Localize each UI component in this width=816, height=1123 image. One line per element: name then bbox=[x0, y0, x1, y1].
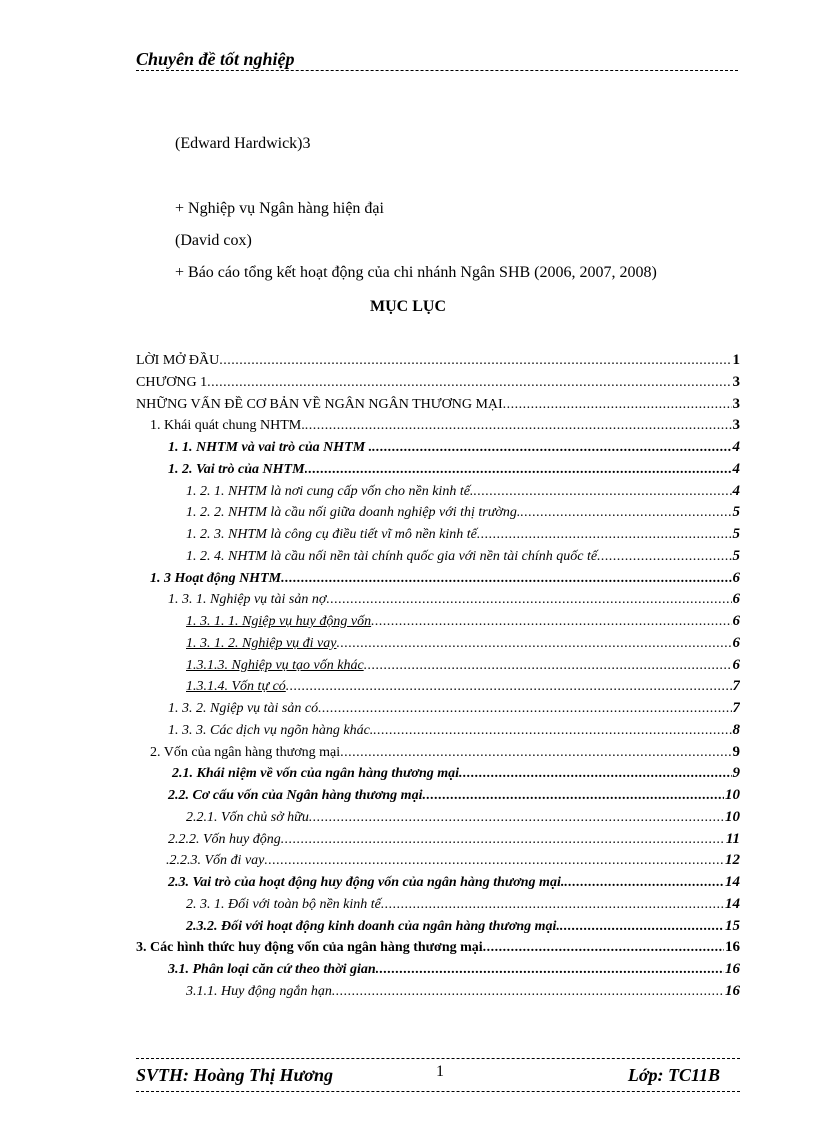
toc-entry[interactable] bbox=[136, 896, 740, 918]
toc-entry-label: 2.1. Khái niệm về vốn của ngân hàng thương mại bbox=[172, 766, 460, 782]
toc-leader bbox=[318, 701, 731, 717]
toc-entry[interactable] bbox=[136, 831, 740, 853]
toc-entry-page: 10 bbox=[725, 787, 740, 803]
toc-entry-label: 2.2. Cơ cấu vốn của Ngân hàng thương mại bbox=[168, 788, 423, 803]
toc-entry-label: 1.3.1.3. Nghiệp vụ tạo vốn khác bbox=[186, 657, 364, 673]
toc-leader bbox=[459, 766, 731, 782]
toc-entry-page: 8 bbox=[732, 721, 740, 738]
toc-leader bbox=[483, 940, 724, 956]
toc-leader bbox=[340, 745, 731, 761]
toc-entry-page: 11 bbox=[725, 830, 740, 847]
toc-leader bbox=[371, 614, 731, 630]
toc-entry[interactable] bbox=[136, 874, 740, 896]
toc-entry[interactable] bbox=[136, 765, 740, 787]
toc-entry-page: 6 bbox=[732, 591, 740, 608]
toc-leader bbox=[503, 397, 732, 413]
toc-leader bbox=[422, 788, 724, 804]
toc-entry[interactable] bbox=[136, 352, 740, 374]
toc-entry-page: 15 bbox=[725, 917, 740, 934]
toc-leader bbox=[305, 462, 732, 478]
toc-entry-page: 5 bbox=[732, 504, 740, 521]
toc-leader bbox=[336, 636, 731, 652]
reference-line-3: (David cox) bbox=[175, 232, 252, 249]
toc-entry-page: 14 bbox=[725, 895, 740, 912]
toc-entry[interactable] bbox=[136, 918, 740, 940]
toc-entry-label: 2. 3. 1. Đối với toàn bộ nền kinh tế bbox=[186, 896, 381, 912]
footer-page-number: 1 bbox=[436, 1063, 444, 1080]
toc-entry[interactable] bbox=[136, 635, 740, 657]
toc-leader bbox=[281, 832, 725, 848]
toc-leader bbox=[564, 875, 724, 891]
toc-entry-page: 6 bbox=[732, 634, 740, 651]
toc-entry[interactable] bbox=[136, 396, 740, 418]
footer-author: SVTH: Hoàng Thị Hương bbox=[136, 1065, 333, 1085]
toc-entry-label: 2. Vốn của ngân hàng thương mại bbox=[150, 744, 341, 760]
toc-leader bbox=[376, 962, 724, 978]
reference-line-1: (Edward Hardwick)3 bbox=[175, 135, 311, 152]
toc-entry-page: 7 bbox=[732, 700, 740, 716]
toc-entry[interactable] bbox=[136, 809, 740, 831]
toc-entry-page: 9 bbox=[732, 765, 740, 782]
toc-entry[interactable] bbox=[136, 657, 740, 679]
page-header bbox=[136, 48, 738, 74]
toc-entry[interactable] bbox=[136, 461, 740, 483]
toc-entry-label: 1. 2. Vai trò của NHTM bbox=[168, 461, 305, 477]
toc-entry-page: 3 bbox=[732, 417, 740, 434]
toc-entry[interactable] bbox=[136, 439, 740, 461]
toc-entry-page: 4 bbox=[732, 439, 740, 455]
toc-leader bbox=[219, 353, 731, 369]
toc-entry[interactable] bbox=[136, 570, 740, 592]
toc-entry-page: 3 bbox=[732, 373, 740, 390]
toc-entry-page: 1 bbox=[732, 352, 740, 368]
toc-entry[interactable] bbox=[136, 613, 740, 635]
toc-leader bbox=[372, 440, 731, 456]
toc-entry-label: 3. Các hình thức huy động vốn của ngân hàng thương mại bbox=[136, 940, 483, 956]
toc-entry-page: 14 bbox=[725, 874, 740, 890]
footer-class: Lớp: TC11B bbox=[627, 1065, 720, 1085]
toc-entry[interactable] bbox=[136, 983, 740, 1005]
toc-entry-label: LỜI MỞ ĐẦU bbox=[136, 353, 220, 368]
toc-entry-label: 2.2.2. Vốn huy động bbox=[168, 831, 281, 847]
toc-entry-page: 7 bbox=[732, 678, 740, 695]
toc-entry-label: 2.3.2. Đối với hoạt động kinh doanh của ngân hàng thương mại. bbox=[186, 918, 560, 934]
toc-entry-page: 10 bbox=[725, 808, 740, 825]
toc-entry[interactable] bbox=[136, 374, 740, 396]
toc-entry-page: 16 bbox=[725, 939, 740, 956]
toc-entry[interactable] bbox=[136, 504, 740, 526]
toc-entry-label: 1. 3. 1. Nghiệp vụ tài sản nợ bbox=[168, 592, 327, 608]
toc-leader bbox=[477, 527, 732, 543]
toc-entry[interactable] bbox=[136, 678, 740, 700]
toc-entry[interactable] bbox=[136, 591, 740, 613]
toc-entry-page: 9 bbox=[732, 743, 740, 760]
toc-entry-label: 1. 2. 3. NHTM là công cụ điều tiết vĩ mô nền kinh tế bbox=[186, 527, 477, 542]
toc-entry[interactable] bbox=[136, 961, 740, 983]
toc-entry[interactable] bbox=[136, 483, 740, 505]
toc-entry-label: 1. 2. 2. NHTM là cầu nối giữa doanh nghiệp với thị trường. bbox=[186, 505, 521, 521]
toc-leader bbox=[364, 658, 732, 674]
toc-leader bbox=[520, 505, 731, 521]
toc-entry-page: 6 bbox=[732, 613, 740, 629]
toc-leader bbox=[373, 723, 731, 739]
toc-entry-label: 1. Khái quát chung NHTM. bbox=[150, 418, 305, 434]
toc-entry-page: 6 bbox=[732, 569, 740, 586]
toc-entry[interactable] bbox=[136, 700, 740, 722]
toc-entry-label: 1. 3. 3. Các dịch vụ ngõn hàng khác. bbox=[168, 722, 374, 738]
toc-entry[interactable] bbox=[136, 526, 740, 548]
reference-line-4: + Báo cáo tổng kết hoạt động của chi nhánh Ngân SHB (2006, 2007, 2008) bbox=[175, 264, 657, 281]
toc-entry-label: 1. 2. 1. NHTM là nơi cung cấp vốn cho nền kinh tế. bbox=[186, 483, 474, 499]
toc-entry-page: 4 bbox=[732, 460, 740, 477]
toc-entry-page: 4 bbox=[732, 482, 740, 499]
toc-entry-label: 2.2.1. Vốn chủ sở hữu bbox=[186, 809, 309, 825]
toc-entry[interactable] bbox=[136, 548, 740, 570]
toc-entry-label: 1. 1. NHTM và vai trò của NHTM . bbox=[168, 440, 373, 455]
toc-entry-page: 3 bbox=[732, 395, 740, 412]
toc-leader bbox=[597, 549, 731, 565]
toc-entry-label: 3.1.1. Huy động ngắn hạn bbox=[186, 983, 332, 999]
toc-leader bbox=[560, 919, 724, 935]
toc-entry-label: .2.2.3. Vốn đi vay bbox=[166, 853, 265, 869]
toc-leader bbox=[473, 484, 731, 500]
toc-entry-label: 3.1. Phân loại căn cứ theo thời gian bbox=[168, 962, 376, 977]
toc-entry-page: 5 bbox=[732, 526, 740, 542]
toc-leader bbox=[326, 592, 731, 608]
toc-entry-label: CHƯƠNG 1 bbox=[136, 374, 208, 390]
toc-entry[interactable] bbox=[136, 852, 740, 874]
page-footer bbox=[136, 1058, 740, 1098]
toc-entry-page: 16 bbox=[725, 982, 740, 999]
footer-bottom-divider bbox=[136, 1091, 740, 1092]
toc-entry-label: 1. 3. 2. Ngiệp vụ tài sản có bbox=[168, 701, 319, 716]
toc-leader bbox=[309, 810, 724, 826]
toc-entry-label: 2.3. Vai trò của hoạt động huy động vốn của ngân hàng thương mại. bbox=[168, 875, 565, 890]
toc-entry-label: 1. 3. 1. 1. Ngiệp vụ huy động vốn bbox=[186, 614, 372, 629]
toc-title: MỤC LỤC bbox=[370, 298, 446, 315]
toc-entry-label: 1. 2. 4. NHTM là cầu nối nền tài chính quốc gia với nền tài chính quốc tế bbox=[186, 548, 598, 564]
toc-leader bbox=[286, 679, 732, 695]
toc-entry[interactable] bbox=[136, 722, 740, 744]
toc-entry-label: 1.3.1.4. Vốn tự có bbox=[186, 679, 286, 695]
table-of-contents bbox=[136, 352, 740, 1005]
toc-leader bbox=[281, 571, 731, 587]
toc-entry[interactable] bbox=[136, 939, 740, 961]
reference-line-2: + Nghiệp vụ Ngân hàng hiện đại bbox=[175, 200, 384, 217]
toc-entry-page: 16 bbox=[725, 961, 740, 977]
toc-entry[interactable] bbox=[136, 744, 740, 766]
toc-entry-label: NHỮNG VẤN ĐỀ CƠ BẢN VỀ NGÂN NGÂN THƯƠNG MẠI bbox=[136, 396, 503, 412]
footer-divider bbox=[136, 1058, 740, 1059]
toc-entry-page: 12 bbox=[725, 852, 740, 869]
toc-entry[interactable] bbox=[136, 417, 740, 439]
toc-leader bbox=[332, 984, 724, 1000]
toc-entry-label: 1. 3 Hoạt động NHTM bbox=[150, 570, 282, 586]
header-divider bbox=[136, 70, 738, 71]
toc-leader bbox=[305, 418, 732, 434]
header-title: Chuyên đề tốt nghiệp bbox=[136, 49, 295, 69]
toc-leader bbox=[381, 897, 724, 913]
toc-leader bbox=[207, 375, 731, 391]
toc-leader bbox=[264, 853, 724, 869]
toc-entry[interactable] bbox=[136, 787, 740, 809]
toc-entry-page: 5 bbox=[732, 547, 740, 564]
toc-entry-page: 6 bbox=[732, 656, 740, 673]
toc-entry-label: 1. 3. 1. 2. Nghiệp vụ đi vay bbox=[186, 635, 337, 651]
